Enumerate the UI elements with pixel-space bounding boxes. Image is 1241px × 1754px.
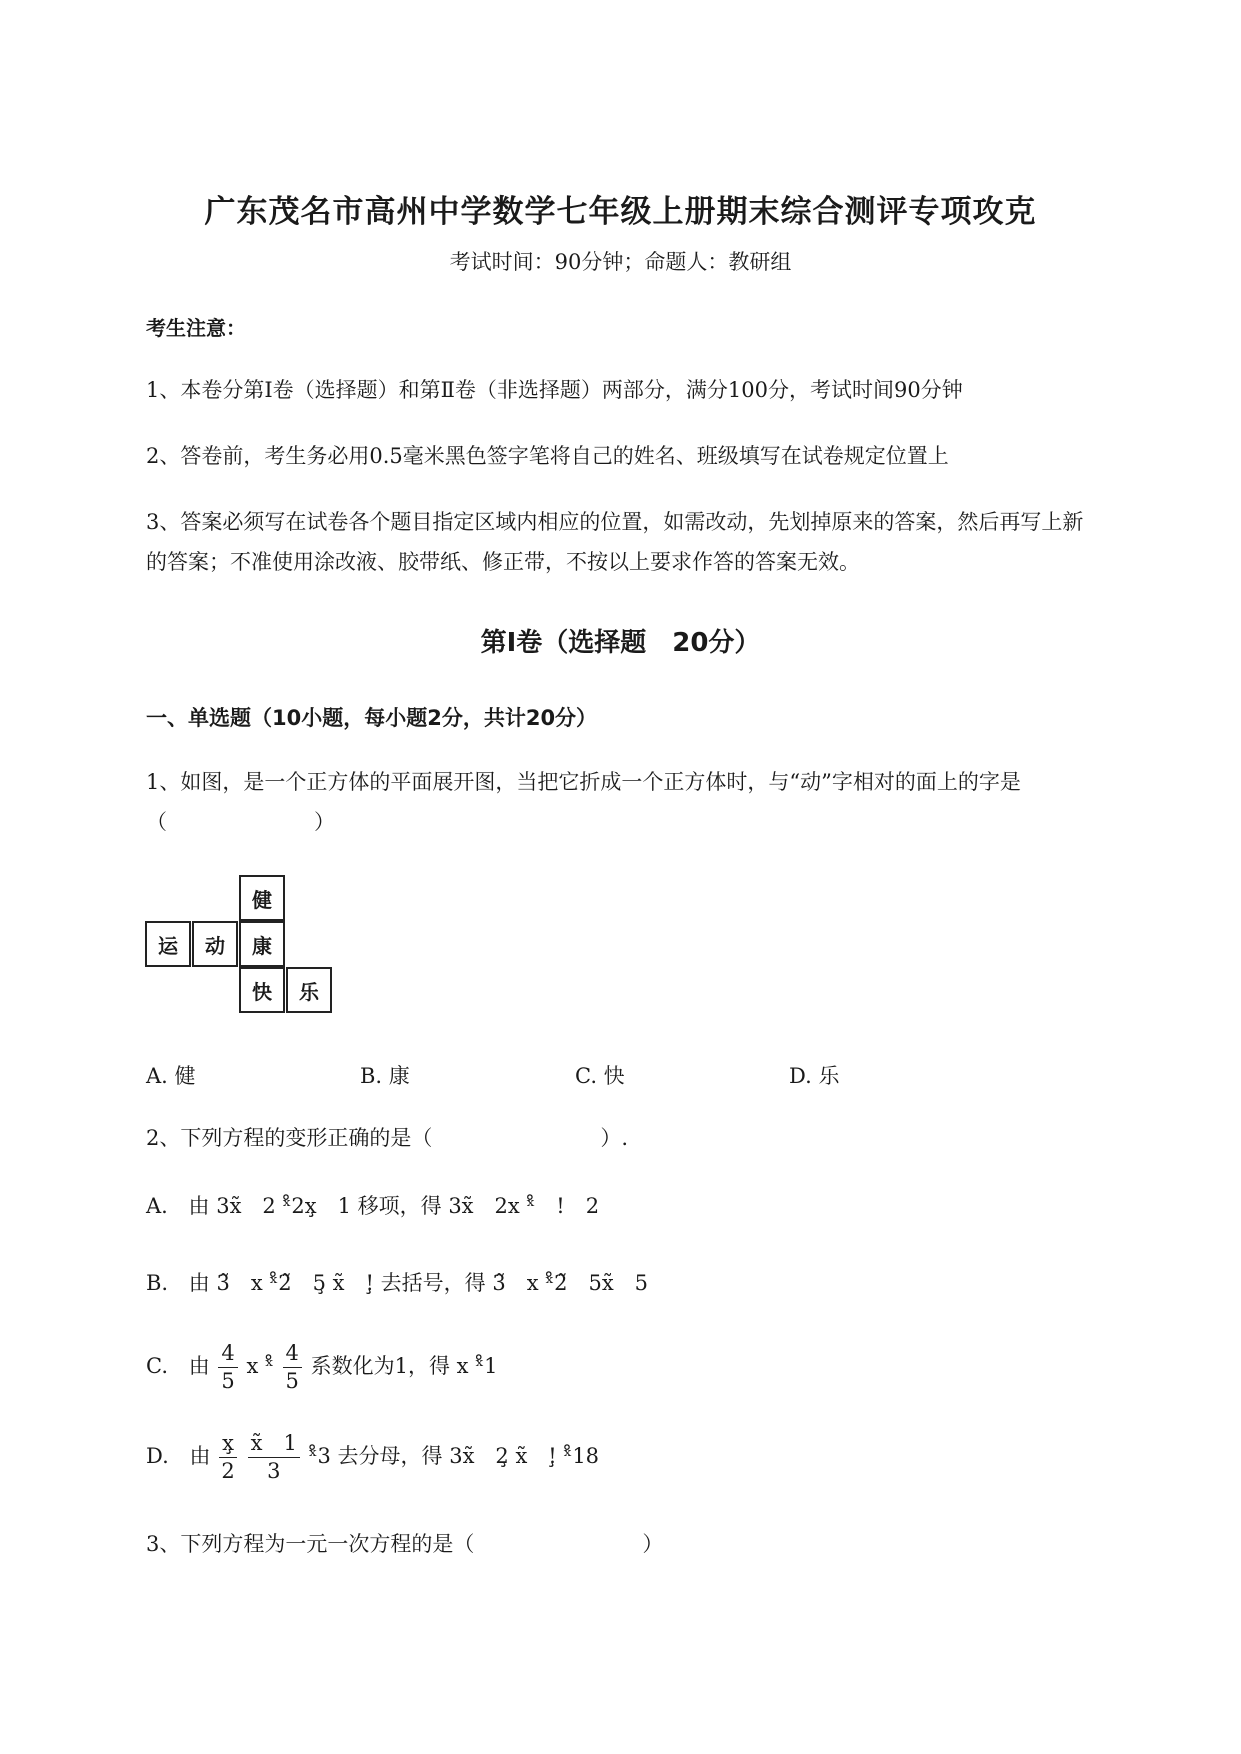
math-expr: 3̃ x ˣ̊2̃ 5x̃ 5 [492, 1271, 649, 1295]
q1-option-a[interactable]: A. 健 [146, 1064, 196, 1088]
page-title: 广东茂名市高州中学数学七年级上册期末综合测评专项攻克 [204, 194, 1037, 230]
part-heading: 一、单选题（10小题，每小题2分，共计20分） [146, 706, 598, 730]
notice-item-3-cont: 的答案；不准使用涂改液、胶带纸、修正带，不按以上要求作答的答案无效。 [146, 550, 860, 574]
q2-option-b[interactable]: B. 由 3̃ x ˣ̊2̃ 5̧ x̃ !̧ 去括号，得 3̃ x ˣ̊2̃ 5x̃ 5 [146, 1271, 649, 1295]
q1-option-d[interactable]: D. 乐 [789, 1064, 840, 1088]
cube-net-figure [145, 875, 337, 1015]
q2-stem: 2、下列方程的变形正确的是（ ）. [146, 1126, 629, 1150]
option-label: B. [146, 1271, 169, 1295]
q2-option-d[interactable]: D. 由 $\frac{x̧}{2}$ $\frac{x̃ 1}{3}$ ˣ̊3 去分母，得 3x̃ 2̧ x̃ !̧ ˣ̊18 [146, 1431, 600, 1483]
math-expr: ˣ̊3 [308, 1444, 331, 1468]
math-expr: 3x̃ 2x ˣ̊ ! 2 [448, 1194, 600, 1218]
notice-item-3: 3、答案必须写在试卷各个题目指定区域内相应的位置，如需改动，先划掉原来的答案，然后再写上新 [146, 510, 1084, 534]
cube-face-dong: 动 [192, 921, 238, 967]
cube-face-kuai: 快 [239, 967, 285, 1013]
math-expr: 3x̃ 2̧ x̃ !̧ ˣ̊18 [449, 1444, 600, 1468]
math-expr: 3x̃ 2 ˣ̊2x̧ 1 [216, 1194, 351, 1218]
option-label: C. [146, 1354, 168, 1378]
cube-face-yun: 运 [145, 921, 191, 967]
fraction: $\frac{x̃ 1}{3}$ [248, 1433, 300, 1482]
q1-option-c[interactable]: C. 快 [575, 1064, 625, 1088]
math-expr: x ˣ̊1 [456, 1354, 498, 1378]
fraction: $\frac{x̧}{2}$ [219, 1433, 237, 1482]
exam-info: 考试时间：90分钟；命题人：教研组 [449, 250, 792, 274]
q1-option-b[interactable]: B. 康 [360, 1064, 410, 1088]
option-label: D. [146, 1444, 169, 1468]
q2-option-c[interactable]: C. 由 $\frac{4}{5}$ x ˣ̊ $\frac{4}{5}$ 系数化为1，得 x ˣ̊1 [146, 1341, 498, 1393]
notice-item-2: 2、答卷前，考生务必用0.5毫米黑色签字笔将自己的姓名、班级填写在试卷规定位置上 [146, 444, 949, 468]
fraction: $\frac{4}{5}$ [283, 1343, 302, 1392]
cube-face-jian: 健 [239, 875, 285, 921]
notice-heading: 考生注意： [146, 316, 246, 340]
q2-option-a[interactable]: A. 由 3x̃ 2 ˣ̊2x̧ 1 移项，得 3x̃ 2x ˣ̊ ! 2 [146, 1194, 600, 1218]
notice-item-1: 1、本卷分第I卷（选择题）和第Ⅱ卷（非选择题）两部分，满分100分，考试时间90分钟 [146, 378, 963, 402]
cube-face-le: 乐 [286, 967, 332, 1013]
math-expr: x ˣ̊ [246, 1354, 274, 1378]
option-label: A. [146, 1194, 168, 1218]
section-title: 第I卷（选择题 20分） [480, 628, 761, 658]
math-expr: 3̃ x ˣ̊2̃ 5̧ x̃ !̧ [216, 1271, 374, 1295]
q1-stem: 1、如图，是一个正方体的平面展开图，当把它折成一个正方体时，与“动”字相对的面上的字是 [146, 770, 1021, 794]
fraction: $\frac{4}{5}$ [218, 1343, 237, 1392]
q3-stem: 3、下列方程为一元一次方程的是（ ） [146, 1532, 664, 1556]
q1-blank: （ ） [146, 810, 335, 834]
cube-face-kang: 康 [239, 921, 285, 967]
